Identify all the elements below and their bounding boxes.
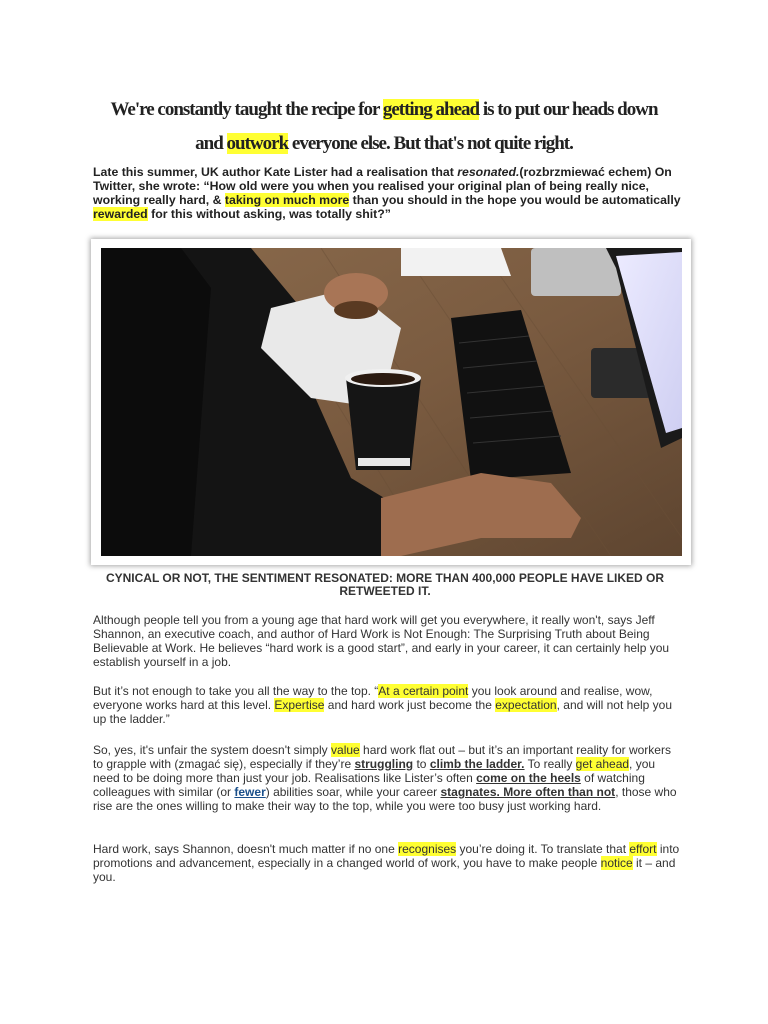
- device-top: [531, 248, 621, 296]
- underlined-phrase: struggling: [354, 757, 414, 771]
- highlight: taking on much more: [224, 193, 350, 207]
- paragraph-2: But it’s not enough to take you all the way to the top. “At a certain point you look around and realise, wow, everyone works hard at this level. Expertise and hard work just become the expectation, and will not help you up the ladder.”: [93, 684, 673, 726]
- highlight: rewarded: [93, 207, 148, 221]
- headline-line-1: We're constantly taught the recipe for getting ahead is to put our heads down: [110, 99, 658, 120]
- headline-line-2: and outwork everyone else. But that's not quite right.: [195, 133, 573, 154]
- underlined-phrase: come on the heels: [476, 771, 581, 785]
- underlined-phrase: climb the ladder.: [429, 757, 525, 771]
- highlight: outwork: [226, 133, 289, 154]
- image-caption: CYNICAL OR NOT, THE SENTIMENT RESONATED: MORE THAN 400,000 PEOPLE HAVE LIKED OR RETWEETED IT.: [105, 571, 665, 598]
- highlight: recognises: [398, 842, 457, 856]
- intro-paragraph: Late this summer, UK author Kate Lister had a realisation that resonated.(rozbrzmiewać echem) On Twitter, she wrote: “How old were you when you realised your original plan of being really nice, working really hard, & taking on much more than you should in the hope you would be automatically rewarded for this without asking, was totally shit?”: [93, 165, 681, 221]
- paragraph-4: Hard work, says Shannon, doesn't much matter if no one recognises you’re doing it. To translate that effort into promotions and advancement, especially in a changed world of work, you have to make people notice it – and you.: [93, 842, 680, 884]
- highlight: value: [331, 743, 360, 757]
- cup: [346, 378, 421, 470]
- highlight: get ahead: [575, 757, 630, 771]
- link-fewer[interactable]: fewer: [234, 785, 266, 799]
- desk-photo: [101, 248, 682, 556]
- paper-top: [401, 248, 511, 276]
- photo-frame: [91, 239, 691, 565]
- underlined-phrase: stagnates. More often than not: [440, 785, 616, 799]
- highlight: At a certain point: [378, 684, 469, 698]
- paragraph-1: Although people tell you from a young age that hard work will get you everywhere, it really won't, says Jeff Shannon, an executive coach, and author of Hard Work is Not Enough: The Surprising Truth about Being Believable at Work. He believes “hard work is a good start”, and early in your career, it can certainly help you establish yourself in a job.: [93, 613, 670, 669]
- highlight: expectation: [495, 698, 557, 712]
- highlight: effort: [629, 842, 657, 856]
- paragraph-3: So, yes, it's unfair the system doesn't simply value hard work flat out – but it’s an important reality for workers to grapple with (zmagać się), especially if they’re struggling to climb the ladder. To really get ahead, you need to be doing more than just your job. Realisations like Lister’s often come on the heels of watching colleagues with similar (or fewer) abilities soar, while your career stagnates. More often than not, those who rise are the ones willing to make their way to the top, while you were too busy just working hard.: [93, 743, 677, 813]
- highlight: notice: [600, 856, 633, 870]
- food: [334, 301, 378, 319]
- highlight: Expertise: [274, 698, 325, 712]
- cup-sleeve-band: [358, 458, 410, 466]
- highlight: getting ahead: [382, 99, 480, 120]
- coffee: [351, 373, 415, 385]
